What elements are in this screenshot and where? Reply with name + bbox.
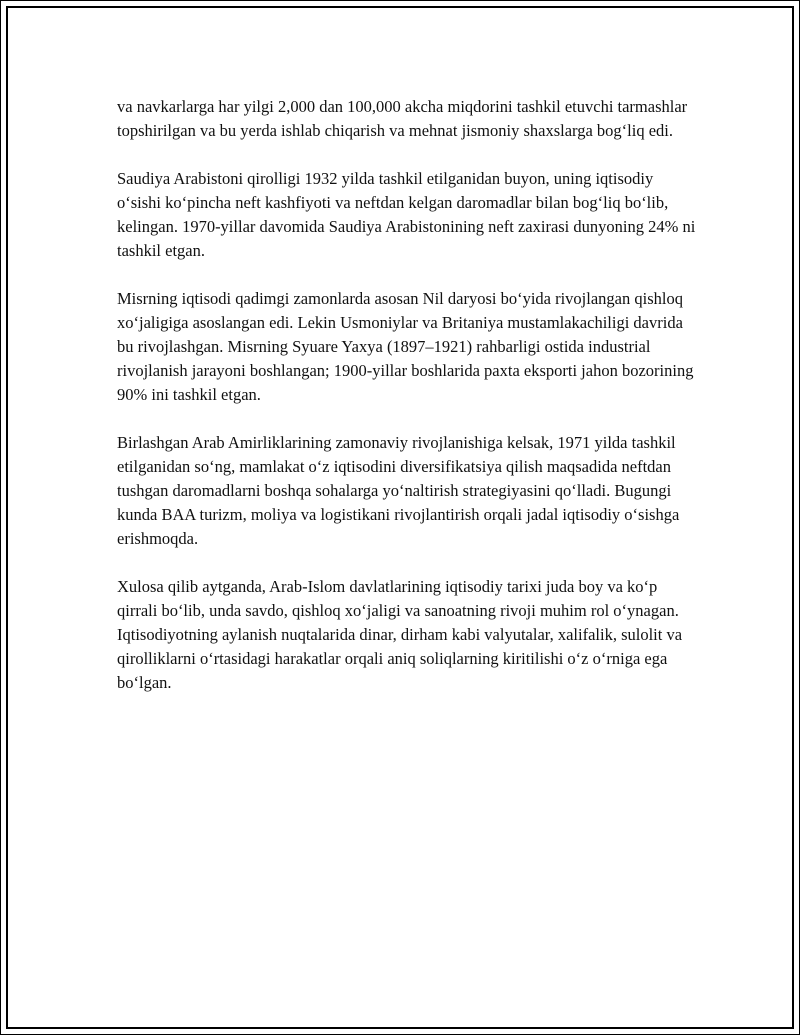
paragraph-1: va navkarlarga har yilgi 2,000 dan 100,000 akcha miqdorini tashkil etuvchi tarmashlar topshirilgan va bu yerda ishlab chiqarish va mehnat jismoniy shaxslarga bog‘liq edi. <box>117 97 688 140</box>
paragraph-4: Birlashgan Arab Amirliklarining zamonaviy rivojlanishiga kelsak, 1971 yilda tashkil etilganidan so‘ng, mamlakat o‘z iqtisodini diversifikatsiya qilish maqsadida neftdan tushgan daromadlarni boshqa sohalarga yo‘naltirish strategiyasini qo‘lladi. Bugungi kunda BAA turizm, moliya va logistikani rivojlantirish orqali jadal iqtisodiy o‘sishga erishmoqda. <box>117 433 680 548</box>
paragraph-5: Xulosa qilib aytganda, Arab-Islom davlatlarining iqtisodiy tarixi juda boy va ko‘p qirrali bo‘lib, unda savdo, qishloq xo‘jaligi va sanoatning rivoji muhim rol o‘ynagan. Iqtisodiyotning aylanish nuqtalarida dinar, dirham kabi valyutalar, xalifalik, sulolit va qirolliklarni o‘rtasidagi harakatlar orqali aniq soliqlarning kiritilishi o‘z o‘rniga ega bo‘lgan. <box>117 577 683 692</box>
document-body <box>117 95 697 719</box>
paragraph-3: Misrning iqtisodi qadimgi zamonlarda asosan Nil daryosi bo‘yida rivojlangan qishloq xo‘jaligiga asoslangan edi. Lekin Usmoniylar va Britaniya mustamlakachiligi davrida bu rivojlashgan. Misrning Syuare Yaxya (1897–1921) rahbarligi ostida industrial rivojlanish jarayoni boshlangan; 1900-yillar boshlarida paxta eksporti jahon bozorining 90% ini tashkil etgan. <box>117 289 694 404</box>
paragraph-2: Saudiya Arabistoni qirolligi 1932 yilda tashkil etilganidan buyon, uning iqtisodiy o‘sishi ko‘pincha neft kashfiyoti va neftdan kelgan daromadlar bilan bog‘liq bo‘lib, kelingan. 1970-yillar davomida Saudiya Arabistonining neft zaxirasi dunyoning 24% ni tashkil etgan. <box>117 169 696 260</box>
